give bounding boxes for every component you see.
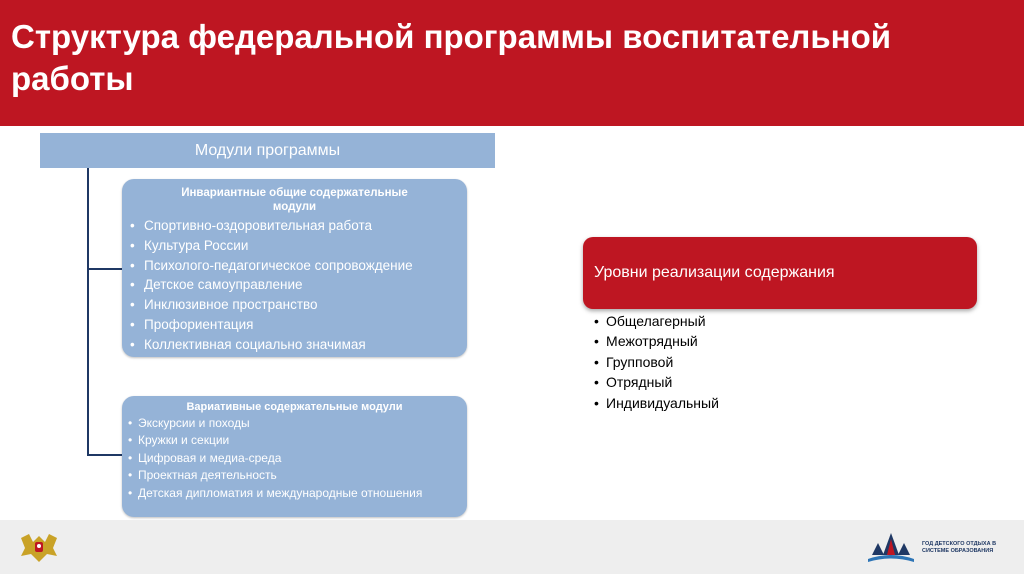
modules-heading-box bbox=[40, 133, 495, 168]
bullet-icon: • bbox=[128, 468, 133, 483]
coat-of-arms-icon bbox=[17, 530, 61, 566]
bullet-icon: • bbox=[594, 333, 599, 350]
list-item-label: Культура России bbox=[144, 237, 249, 253]
levels-list bbox=[594, 311, 719, 413]
bullet-icon: • bbox=[594, 394, 599, 411]
list-item-label: Коллективная социально значимая bbox=[144, 336, 366, 352]
list-item bbox=[130, 256, 467, 276]
list-item bbox=[594, 393, 719, 413]
variative-modules-box bbox=[122, 396, 467, 517]
bullet-icon: • bbox=[130, 218, 135, 233]
list-item-label: Детское самоуправление bbox=[144, 277, 303, 293]
modules-heading: Модули программы bbox=[194, 142, 341, 159]
list-item bbox=[594, 331, 719, 351]
bullet-icon: • bbox=[130, 277, 135, 293]
bullet-icon: • bbox=[130, 257, 135, 273]
bullet-icon: • bbox=[128, 450, 133, 465]
year-logo-icon bbox=[866, 531, 916, 565]
levels-heading-box bbox=[583, 237, 977, 309]
list-item-label: Профориентация bbox=[144, 316, 254, 332]
bullet-icon: • bbox=[128, 433, 133, 448]
bullet-icon: • bbox=[130, 297, 135, 313]
list-item bbox=[130, 335, 467, 355]
connector-to-variative bbox=[87, 454, 123, 456]
list-item bbox=[130, 315, 467, 335]
list-item bbox=[128, 450, 467, 467]
bullet-icon: • bbox=[128, 416, 133, 430]
list-item-label: Межотрядный bbox=[606, 333, 698, 350]
list-item bbox=[128, 467, 467, 484]
list-item-label: Индивидуальный bbox=[606, 394, 719, 411]
list-item bbox=[130, 295, 467, 315]
invariant-modules-heading: Инвариантные общие содержательные модули bbox=[181, 187, 408, 213]
list-item-label: Общелагерный bbox=[606, 313, 706, 329]
bullet-icon: • bbox=[594, 374, 599, 391]
bullet-icon: • bbox=[594, 353, 599, 370]
list-item-label: Спортивно-оздоровительная работа bbox=[144, 218, 373, 233]
bullet-icon: • bbox=[594, 313, 599, 329]
list-item-label: Групповой bbox=[606, 353, 674, 370]
list-item bbox=[130, 236, 467, 256]
list-item bbox=[128, 485, 467, 502]
year-logo-text: ГОД ДЕТСКОГО ОТДЫХА В СИСТЕМЕ ОБРАЗОВАНИЯ bbox=[922, 541, 997, 554]
slide-title: Структура федеральной программы воспитательной работы bbox=[11, 18, 892, 97]
invariant-modules-list bbox=[122, 216, 467, 355]
list-item-label: Отрядный bbox=[606, 374, 673, 391]
connector-to-invariant bbox=[87, 268, 123, 270]
bullet-icon: • bbox=[128, 485, 133, 500]
list-item bbox=[130, 216, 467, 236]
list-item-label: Инклюзивное пространство bbox=[144, 297, 318, 313]
bullet-icon: • bbox=[130, 316, 135, 332]
list-item-label: Психолого-педагогическое сопровождение bbox=[144, 257, 413, 273]
list-item-label: Детская дипломатия и международные отношения bbox=[138, 485, 423, 500]
list-item-label: Проектная деятельность bbox=[138, 468, 277, 483]
list-item bbox=[594, 372, 719, 392]
list-item-label: Экскурсии и походы bbox=[138, 416, 250, 430]
list-item bbox=[128, 415, 467, 432]
list-item bbox=[130, 275, 467, 295]
list-item bbox=[594, 352, 719, 372]
bullet-icon: • bbox=[130, 336, 135, 352]
list-item-label: Кружки и секции bbox=[138, 433, 230, 448]
bullet-icon: • bbox=[130, 237, 135, 253]
connector-vertical bbox=[87, 168, 89, 455]
variative-modules-list bbox=[122, 415, 467, 502]
invariant-modules-box bbox=[122, 179, 467, 357]
list-item bbox=[128, 432, 467, 449]
variative-modules-heading: Вариативные содержательные модули bbox=[186, 401, 403, 413]
list-item-label: Цифровая и медиа-среда bbox=[138, 450, 282, 465]
list-item bbox=[594, 311, 719, 331]
levels-heading: Уровни реализации содержания bbox=[594, 264, 835, 281]
